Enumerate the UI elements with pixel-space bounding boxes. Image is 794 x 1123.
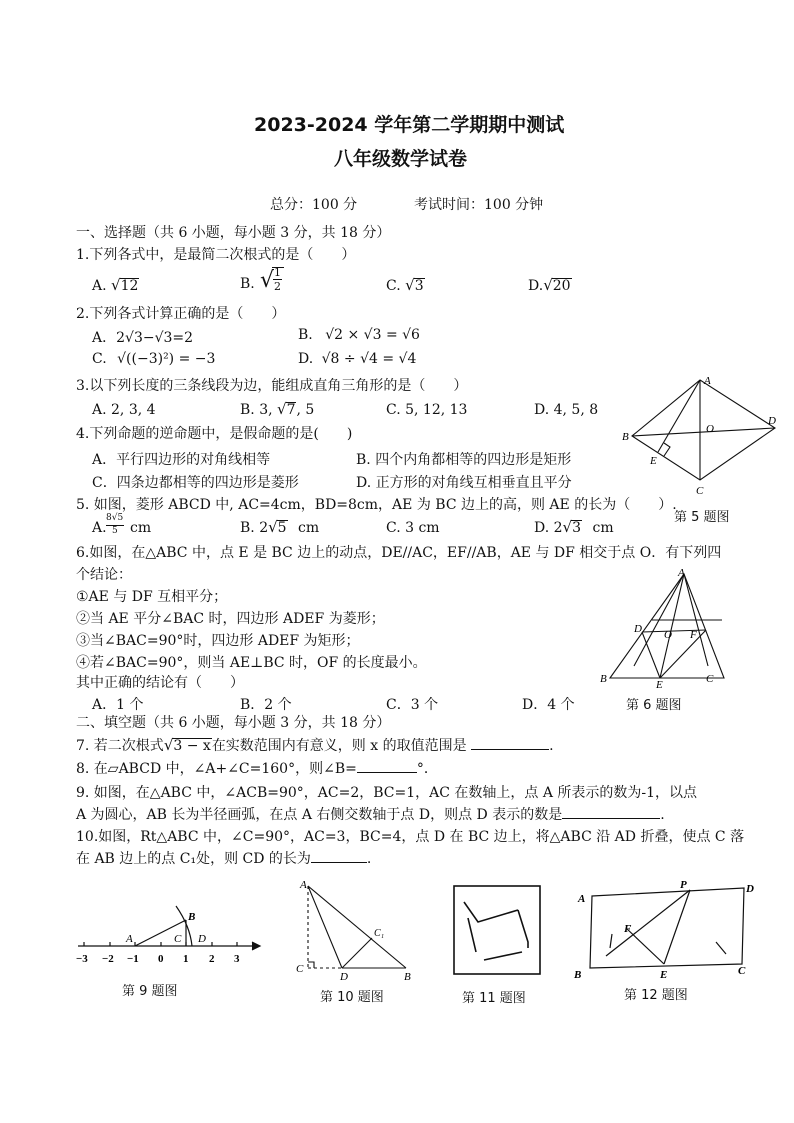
fig5-label-a: A (704, 375, 711, 387)
q10-line2 (76, 848, 371, 868)
fig9-tick-neg2: −2 (102, 953, 114, 965)
q7-radicand: 3 − x (173, 738, 211, 754)
q7-pre: 7. 若二次根式 (76, 738, 164, 754)
fig6-label-e: E (656, 679, 663, 690)
q7-end: . (549, 738, 554, 754)
q3-option-d: D. 4, 5, 8 (534, 402, 599, 418)
q6-option-b: B．2 个 (240, 697, 292, 713)
q2-d-expression: √8 ÷ √4 = √4 (321, 351, 417, 367)
fig6-label-o: O (664, 629, 672, 641)
q5-a-label: A. (92, 520, 107, 536)
q4-option-b: B. 四个内角都相等的四边形是矩形 (356, 452, 572, 468)
fig12-label-a: A (578, 893, 586, 905)
q8-end: °． (416, 761, 438, 777)
fig5-label-b: B (622, 431, 629, 443)
figure-9-number-line (72, 900, 272, 972)
q3-option-a: A. 2, 3, 4 (92, 402, 156, 418)
q10-line1: 10.如图，Rt△ABC 中，∠C=90°，AC=3，BC=4，点 D 在 BC 边上，将△ABC 沿 AD 折叠，使点 C 落 (76, 829, 745, 845)
fig9-caption: 第 9 题图 (122, 984, 178, 999)
q6-stem-line1: 6.如图，在△ABC 中，点 E 是 BC 边上的动点，DE//AC，EF//AB，AE 与 DF 相交于点 O．有下列四 (76, 545, 722, 561)
q3-option-b: B. 3, √7, 5 (240, 400, 315, 418)
figure-11-square (448, 882, 548, 982)
fig6-caption: 第 6 题图 (626, 698, 682, 713)
q6-statement-4: ④若∠BAC=90°，则当 AE⊥BC 时，OF 的长度最小。 (76, 655, 427, 671)
q9-line2 (76, 804, 665, 824)
q8-pre: 8. 在▱ABCD 中，∠A+∠C=160°，则∠B= (76, 761, 357, 777)
q5-b-label: B. 2 (240, 520, 269, 536)
exam-time: 考试时间：100 分钟 (414, 197, 544, 213)
q6-statement-3: ③当∠BAC=90°时，四边形 ADEF 为矩形； (76, 633, 360, 649)
q4-option-a: A．平行四边形的对角线相等 (92, 452, 271, 468)
q3-option-c: C. 5, 12, 13 (386, 402, 468, 418)
fig5-label-d: D (768, 415, 776, 427)
q7: 7. 若二次根式√3 − x在实数范围内有意义，则 x 的取值范围是 . (76, 736, 554, 754)
q9-answer-blank[interactable] (562, 818, 660, 819)
q7-post: 在实数范围内有意义，则 x 的取值范围是 (211, 738, 467, 754)
q5-option-c: C. 3 cm (386, 520, 440, 536)
q5-a-denominator: 5 (112, 526, 118, 536)
q1-a-label: A. (92, 278, 107, 294)
fig5-label-e: E (650, 455, 657, 467)
figure-6-triangle (598, 566, 738, 690)
fig10-caption: 第 10 题图 (320, 990, 384, 1005)
exam-title: 2023-2024 学年第二学期期中测试 (254, 114, 565, 136)
q3-b-tail: , 5 (296, 402, 315, 418)
q9-end: . (660, 807, 665, 823)
q2-c-expression: √((−3)²) = −3 (117, 351, 216, 367)
q5-option-b: B. 2√5 cm (240, 518, 320, 536)
fig10-label-a: A (300, 879, 307, 891)
fig6-label-b: B (600, 673, 607, 685)
q1-b-denominator: 2 (274, 280, 281, 293)
fig10-label-d: D (340, 971, 348, 982)
fig9-label-c: C (174, 933, 182, 945)
q3-stem: 3.以下列长度的三条线段为边，能组成直角三角形的是（ ） (76, 378, 468, 394)
figure-5-rhombus (620, 370, 780, 500)
q1-d-label: D. (528, 278, 544, 294)
q5-d-label: D. 2 (534, 520, 563, 536)
fig5-label-c: C (696, 485, 704, 497)
q5-option-d: D. 2√3 cm (534, 518, 614, 536)
fig10-label-c: C (296, 963, 304, 975)
q10-answer-blank[interactable] (311, 862, 367, 863)
fig10-label-c1: C₁ (374, 928, 385, 939)
q5-a-numerator: 8√5 (106, 513, 124, 523)
q1-b-numerator: 1 (274, 266, 281, 279)
q6-ask: 其中正确的结论有（ ） (76, 675, 244, 691)
fig6-label-d: D (634, 623, 642, 635)
q1-option-a: A. √12 (92, 276, 139, 294)
fig12-label-c: C (738, 965, 746, 977)
fig12-label-e: E (660, 969, 668, 980)
q6-option-a: A．1 个 (92, 697, 144, 713)
q2-d-label: D. (298, 351, 314, 367)
q1-b-label: B. (240, 276, 255, 292)
q1-option-d: D.√20 (528, 276, 571, 294)
q6-statement-2: ②当 AE 平分∠BAC 时，四边形 ADEF 为菱形； (76, 611, 385, 627)
section-heading-fill: 二、填空题（共 6 小题，每小题 3 分，共 18 分） (76, 715, 391, 731)
fig5-caption: 第 5 题图 (674, 510, 730, 525)
q4-stem: 4.下列命题的逆命题中，是假命题的是( ) (76, 426, 353, 442)
q6-option-c: C．3 个 (386, 697, 439, 713)
q2-option-c (92, 351, 215, 367)
exam-subtitle: 八年级数学试卷 (334, 148, 468, 170)
q1-option-c: C. √3 (386, 276, 424, 294)
section-heading-choice: 一、选择题（共 6 小题，每小题 3 分，共 18 分） (76, 225, 391, 241)
q5-stem: 5. 如图，菱形 ABCD 中, AC=4cm，BD=8cm，AE 为 BC 边上的高，则 AE 的长为（ ）. (76, 497, 677, 513)
q5-d-radicand: 3 (572, 520, 582, 536)
q1-c-label: C. (386, 278, 401, 294)
fig6-label-f: F (690, 629, 697, 641)
fig9-label-d: D (198, 933, 206, 945)
q10-end: . (366, 851, 372, 867)
q1-stem: 1.下列各式中，是最简二次根式的是（ ） (76, 247, 356, 263)
fig6-label-a: A (678, 567, 685, 579)
q3-b-label: B. 3, (240, 402, 273, 418)
fig9-tick-1: 1 (183, 953, 189, 965)
fig9-tick-3: 3 (234, 953, 240, 965)
q1-c-radicand: 3 (414, 278, 424, 294)
q2-b-expression: √2 × √3 = √6 (325, 327, 420, 343)
q1-a-radicand: 12 (120, 278, 139, 294)
q2-b-label: B. (298, 327, 313, 343)
figure-10-triangle (292, 878, 422, 982)
fig9-label-b: B (188, 911, 196, 923)
fig9-tick-2: 2 (209, 953, 215, 965)
q5-b-unit: cm (298, 520, 320, 536)
q2-option-a: A．2√3−√3=2 (92, 330, 194, 346)
q6-statement-1: ①AE 与 DF 互相平分； (76, 589, 228, 605)
q8-answer-blank[interactable] (357, 772, 417, 773)
q8 (76, 758, 438, 778)
q2-option-d (298, 351, 416, 367)
q7-answer-blank[interactable] (471, 749, 549, 750)
q10-line2-text: 在 AB 边上的点 C₁处，则 CD 的长为 (76, 851, 311, 867)
fig9-label-a: A (126, 933, 133, 945)
fig12-label-b: B (574, 969, 582, 980)
q2-stem: 2.下列各式计算正确的是（ ） (76, 306, 286, 322)
q6-option-d: D．4 个 (522, 697, 575, 713)
q2-c-label: C. (92, 351, 107, 367)
q1-d-radicand: 20 (552, 278, 571, 294)
fig9-tick-neg3: −3 (76, 953, 88, 965)
fig12-label-p: P (680, 879, 687, 891)
q4-option-d: D. 正方形的对角线互相垂直且平分 (356, 475, 572, 491)
q9-line1: 9. 如图，在△ABC 中，∠ACB=90°，AC=2，BC=1，AC 在数轴上，点 A 所表示的数为-1，以点 (76, 785, 698, 801)
q5-a-unit: cm (130, 520, 152, 536)
q4-option-c: C．四条边都相等的四边形是菱形 (92, 475, 299, 491)
fig10-label-b: B (404, 971, 411, 982)
fig9-tick-0: 0 (158, 953, 164, 965)
q9-line2-text: A 为圆心，AB 长为半径画弧，在点 A 右侧交数轴于点 D，则点 D 表示的数是 (76, 807, 563, 823)
fig12-caption: 第 12 题图 (624, 988, 688, 1003)
fig12-label-f: F (624, 923, 632, 935)
q6-stem-line2: 个结论： (76, 567, 132, 583)
q2-option-b (298, 327, 420, 343)
figure-12-rectangle (566, 876, 766, 980)
q5-d-unit: cm (592, 520, 614, 536)
fig5-label-o: O (706, 423, 714, 435)
q3-b-radicand: 7 (286, 402, 296, 418)
fig9-tick-neg1: −1 (127, 953, 139, 965)
fig12-label-d: D (746, 883, 754, 895)
fig11-caption: 第 11 题图 (462, 991, 526, 1006)
q5-b-radicand: 5 (277, 520, 287, 536)
fig6-label-c: C (706, 673, 714, 685)
total-score: 总分：100 分 (270, 197, 358, 213)
